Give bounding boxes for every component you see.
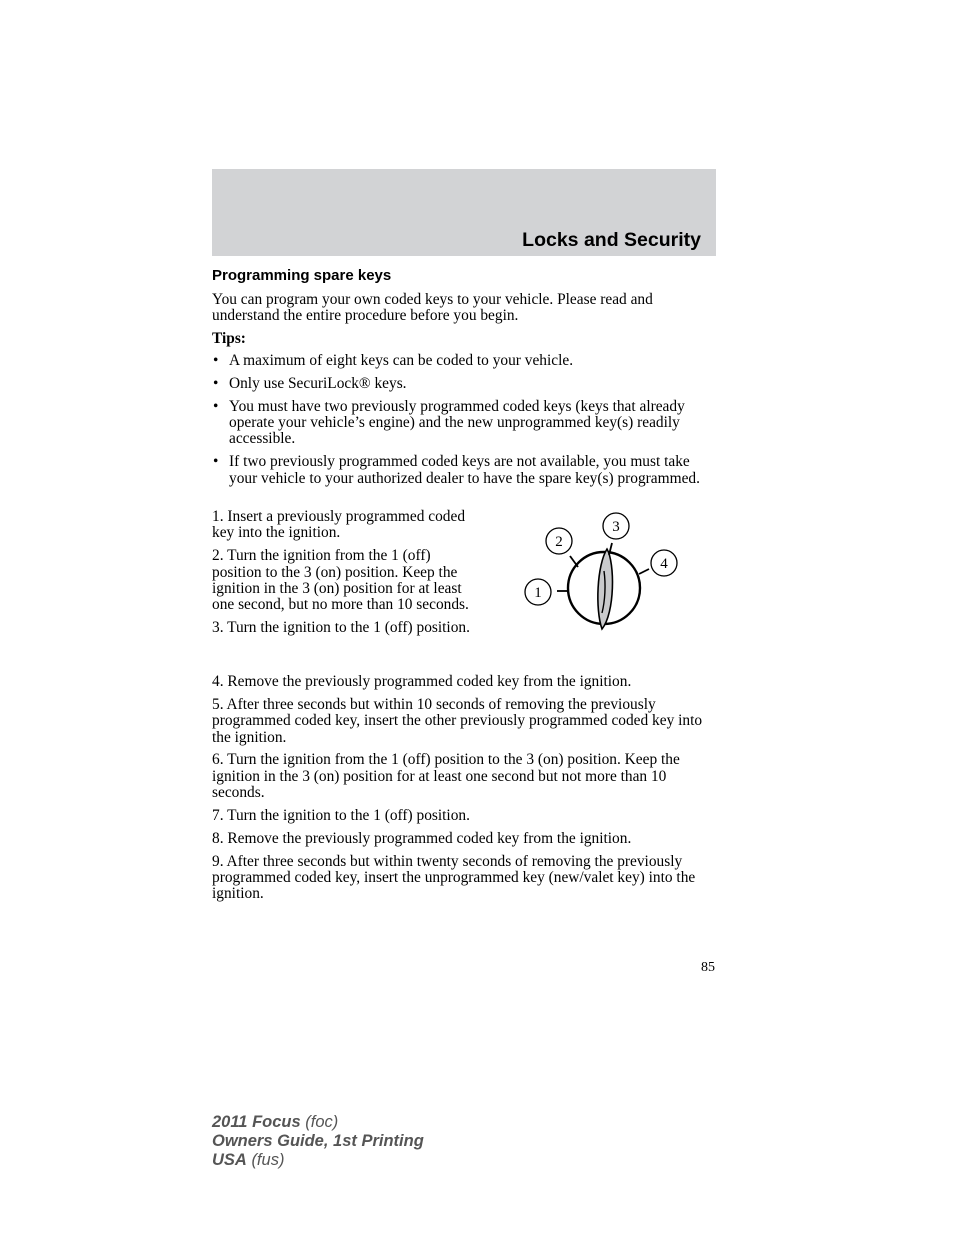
bullet-icon: • [213,397,219,415]
tip-text: You must have two previously programmed coded keys (keys that already operate your vehicle’s engine) and the new unprogrammed key(s) readily accessible. [229,397,685,448]
footer-line-1 [212,1113,424,1132]
section-header-band [212,169,716,256]
list-item [212,454,716,487]
list-item [212,399,716,448]
list-item: 6. Turn the ignition from the 1 (off) position to the 3 (on) position. Keep the ignition in the 3 (on) position for at least one second but not more than 10 seconds. [212,751,680,802]
list-item: 2. Turn the ignition from the 1 (off) position to the 3 (on) position. Keep the ignition in the 3 (on) position for at least one second, but no more than 10 seconds. [212,547,469,614]
bullet-icon: • [213,352,219,369]
footer-guide: Owners Guide, 1st Printing [212,1132,424,1150]
sub-heading: Programming spare keys [212,267,392,284]
tip-text: A maximum of eight keys can be coded to your vehicle. [229,352,574,369]
ignition-switch-icon [515,505,695,635]
footer-model: 2011 Focus [212,1113,301,1131]
list-item: 5. After three seconds but within 10 seconds of removing the previously programmed coded key, insert the other previously programmed coded key into the ignition. [212,695,703,746]
footer-region: USA [212,1151,247,1169]
list-item: 7. Turn the ignition to the 1 (off) position. [212,807,470,825]
page-number: 85 [701,960,715,975]
position-tick-4 [639,569,649,574]
list-item [212,376,716,392]
position-label-4: 4 [660,556,668,572]
list-item: 9. After three seconds but within twenty seconds of removing the previously programmed coded key, insert the unprogrammed key (new/valet key) into the ignition. [212,852,696,903]
tips-label: Tips: [212,330,246,347]
footer-model-code: (foc) [305,1113,339,1131]
steps-list-beside-diagram [212,509,474,643]
section-title: Locks and Security [522,229,701,251]
position-label-3: 3 [612,519,620,535]
position-label-2: 2 [555,534,563,550]
bullet-icon: • [213,453,219,471]
footer-line-3 [212,1151,424,1170]
tip-text: Only use SecuriLock® keys. [229,374,407,392]
footer-print-info [212,1113,424,1170]
bullet-icon: • [213,374,219,392]
intro-paragraph: You can program your own coded keys to your vehicle. Please read and understand the entire procedure before you begin. [212,291,653,325]
footer-line-2 [212,1132,424,1151]
list-item: 4. Remove the previously programmed coded key from the ignition. [212,673,632,690]
list-item: 8. Remove the previously programmed coded key from the ignition. [212,829,632,847]
position-tick-2 [570,556,578,567]
steps-list [212,674,718,909]
tips-list [212,353,716,493]
position-label-1: 1 [534,585,542,601]
list-item: 1. Insert a previously programmed coded key into the ignition. [212,508,466,542]
list-item [212,353,716,369]
list-item: 3. Turn the ignition to the 1 (off) position. [212,619,470,637]
tip-text: If two previously programmed coded keys are not available, you must take your vehicle to your authorized dealer to have the spare key(s) programmed. [229,453,700,487]
footer-region-code: (fus) [251,1151,285,1169]
